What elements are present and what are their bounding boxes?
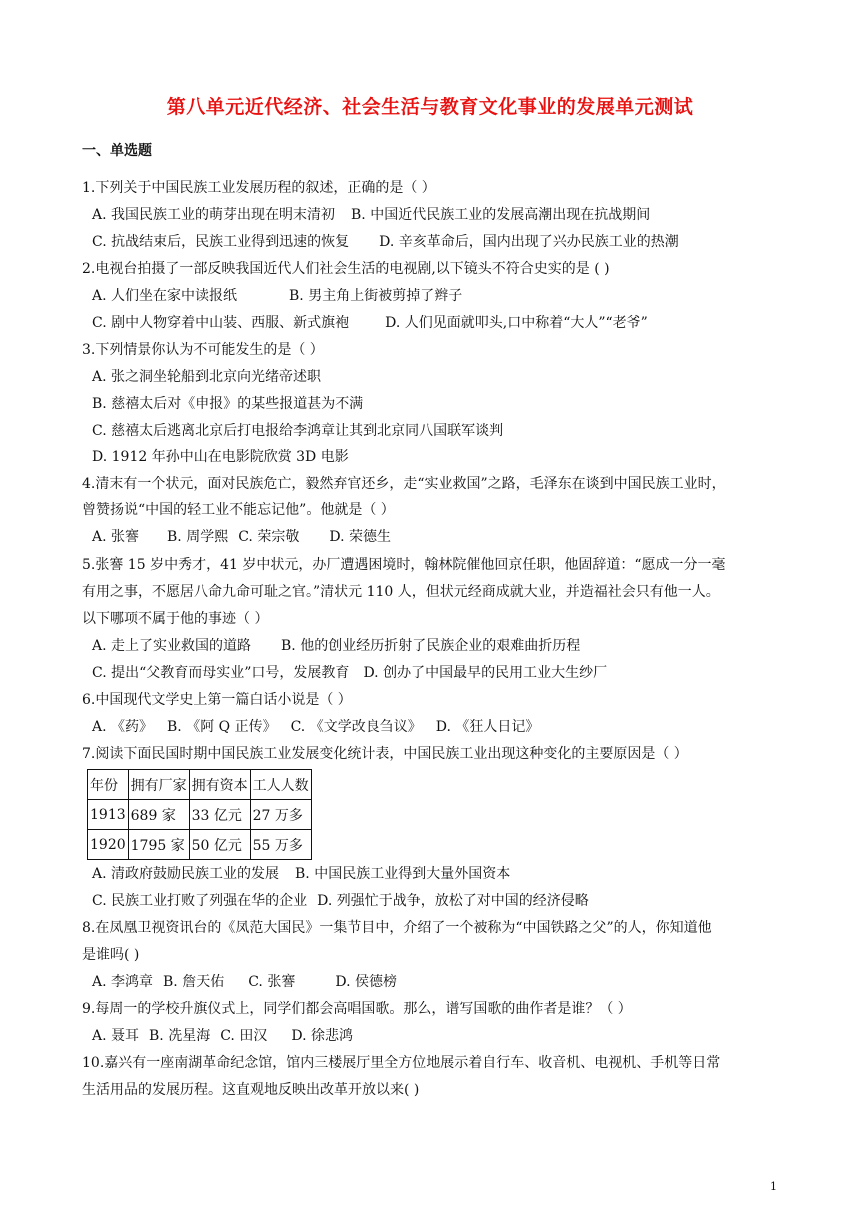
question-2-options-row-2 — [92, 312, 648, 332]
question-4-stem-line-1: 4.清末有一个状元，面对民族危亡，毅然弃官还乡，走“实业救国”之路，毛泽东在谈到中国民族工业时， — [82, 476, 726, 492]
question-5-options-row-1 — [92, 635, 580, 655]
option-1a: A. 我国民族工业的萌芽出现在明末清初 — [92, 207, 336, 223]
question-5-stem-line-1: 5.张謇 15 岁中秀才，41 岁中状元，办厂遭遇困境时，翰林院催他回京任职，他固辞道：“愿成一分一毫 — [82, 557, 726, 573]
option-2b: B. 男主角上街被剪掉了辫子 — [289, 288, 463, 304]
question-4-options — [92, 526, 391, 546]
table-cell: 50 亿元 — [189, 830, 250, 860]
option-8a: A. 李鸿章 — [92, 974, 154, 990]
option-9d: D. 徐悲鸿 — [291, 1028, 353, 1044]
option-6a: A. 《药》 — [92, 719, 154, 735]
question-10-stem-line-2: 生活用品的发展历程。这直观地反映出改革开放以来( ) — [82, 1082, 420, 1098]
question-8-options — [92, 971, 397, 991]
page-number: 1 — [770, 1180, 777, 1193]
table-header-cell: 拥有资本 — [189, 770, 250, 800]
question-5-stem-line-2: 有用之事，不愿居八命九命可耻之官。”清状元 110 人，但状元经商成就大业，并造福社会只有他一人。 — [82, 584, 720, 600]
option-9b: B. 冼星海 — [149, 1028, 211, 1044]
option-4c: C. 荣宗敬 — [238, 529, 300, 545]
question-7-options-row-2 — [92, 890, 589, 910]
option-3c: C. 慈禧太后逃离北京后打电报给李鸿章让其到北京同八国联军谈判 — [92, 423, 504, 439]
question-8-stem-line-1: 8.在凤凰卫视资讯台的《凤范大国民》一集节目中，介绍了一个被称为“中国铁路之父”的人，你知道他 — [82, 920, 712, 936]
option-8d: D. 侯德榜 — [335, 974, 397, 990]
question-5-options-row-2 — [92, 662, 607, 682]
option-4b: B. 周学熙 — [167, 529, 229, 545]
option-4d: D. 荣德生 — [329, 529, 391, 545]
table-cell: 33 亿元 — [189, 800, 250, 830]
table-header-cell: 年份 — [88, 770, 129, 800]
section-heading: 一、单选题 — [82, 143, 152, 159]
option-1b: B. 中国近代民族工业的发展高潮出现在抗战期间 — [351, 207, 651, 223]
option-8c: C. 张謇 — [248, 974, 296, 990]
question-9-options — [92, 1025, 353, 1045]
question-1-options-row-1 — [92, 204, 650, 224]
option-4a: A. 张謇 — [92, 529, 140, 545]
question-2-stem: 2.电视台拍摄了一部反映我国近代人们社会生活的电视剧,以下镜头不符合史实的是 ( ) — [82, 261, 610, 277]
table-row — [88, 800, 312, 830]
table-row — [88, 830, 312, 860]
table-header-cell: 拥有厂家 — [128, 770, 189, 800]
option-3a: A. 张之洞坐轮船到北京向光绪帝述职 — [92, 369, 322, 385]
table-cell: 1920 — [88, 830, 129, 860]
table-cell: 1795 家 — [128, 830, 189, 860]
option-5d: D. 创办了中国最早的民用工业大生纱厂 — [363, 665, 608, 681]
option-6c: C. 《文学改良刍议》 — [290, 719, 422, 735]
table-cell: 55 万多 — [250, 830, 311, 860]
option-7c: C. 民族工业打败了列强在华的企业 — [92, 893, 308, 909]
option-8b: B. 詹天佑 — [163, 974, 225, 990]
option-5a: A. 走上了实业救国的道路 — [92, 638, 252, 654]
option-2c: C. 剧中人物穿着中山装、西服、新式旗袍 — [92, 315, 350, 331]
question-7-options-row-1 — [92, 863, 510, 883]
question-1-options-row-2 — [92, 231, 679, 251]
question-4-stem-line-2: 曾赞扬说“中国的轻工业不能忘记他”。他就是（ ） — [82, 502, 395, 518]
question-1-stem: 1.下列关于中国民族工业发展历程的叙述，正确的是（ ） — [82, 180, 436, 196]
option-5b: B. 他的创业经历折射了民族企业的艰难曲折历程 — [281, 638, 581, 654]
option-2d: D. 人们见面就叩头,口中称着“大人”“老爷” — [385, 315, 648, 331]
question-2-options-row-1 — [92, 285, 462, 305]
table-header-cell: 工人人数 — [250, 770, 311, 800]
table-header-row — [88, 770, 312, 800]
question-9-stem: 9.每周一的学校升旗仪式上，同学们都会高唱国歌。那么，谱写国歌的曲作者是谁？（ ） — [82, 1001, 632, 1017]
option-5c: C. 提出“父教育而母实业”口号，发展教育 — [92, 665, 350, 681]
question-8-stem-line-2: 是谁吗( ) — [82, 947, 140, 963]
option-7d: D. 列强忙于战争，放松了对中国的经济侵略 — [317, 893, 589, 909]
table-cell: 1913 — [88, 800, 129, 830]
option-1d: D. 辛亥革命后，国内出现了兴办民族工业的热潮 — [379, 234, 679, 250]
option-7a: A. 清政府鼓励民族工业的发展 — [92, 866, 280, 882]
statistics-table — [87, 769, 312, 860]
document-title: 第八单元近代经济、社会生活与教育文化事业的发展单元测试 — [166, 96, 694, 118]
option-3b: B. 慈禧太后对《申报》的某些报道甚为不满 — [92, 396, 364, 412]
option-6b: B. 《阿 Q 正传》 — [167, 719, 277, 735]
option-9a: A. 聂耳 — [92, 1028, 140, 1044]
option-3d: D. 1912 年孙中山在电影院欣赏 3D 电影 — [92, 449, 349, 465]
question-5-stem-line-3: 以下哪项不属于他的事迹（ ） — [82, 611, 269, 627]
question-6-stem: 6.中国现代文学史上第一篇白话小说是（ ） — [82, 692, 352, 708]
question-6-options — [92, 716, 539, 736]
question-3-stem: 3.下列情景你认为不可能发生的是（ ） — [82, 342, 324, 358]
question-10-stem-line-1: 10.嘉兴有一座南湖革命纪念馆，馆内三楼展厅里全方位地展示着自行车、收音机、电视机、手机等日常 — [82, 1055, 721, 1071]
option-9c: C. 田汉 — [220, 1028, 268, 1044]
option-7b: B. 中国民族工业得到大量外国资本 — [295, 866, 511, 882]
table-cell: 27 万多 — [250, 800, 311, 830]
option-6d: D. 《狂人日记》 — [435, 719, 540, 735]
question-7-stem: 7.阅读下面民国时期中国民族工业发展变化统计表，中国民族工业出现这种变化的主要原因是（ ） — [82, 746, 688, 762]
table-cell: 689 家 — [128, 800, 189, 830]
option-2a: A. 人们坐在家中读报纸 — [92, 288, 238, 304]
option-1c: C. 抗战结束后，民族工业得到迅速的恢复 — [92, 234, 350, 250]
